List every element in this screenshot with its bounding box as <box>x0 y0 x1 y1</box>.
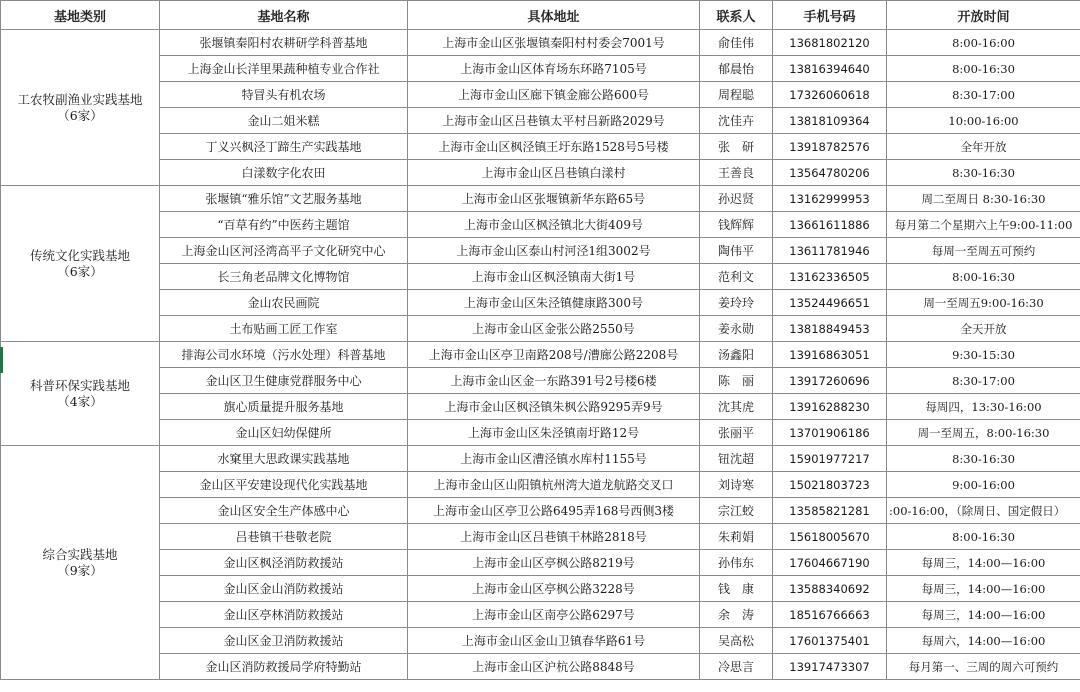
open-hours-cell[interactable]: 8:30-17:00 <box>887 368 1080 394</box>
contact-cell[interactable]: 孙迟贤 <box>700 186 773 212</box>
category-name: 综合实践基地 <box>42 546 118 562</box>
phone-cell[interactable]: 13917473307 <box>773 654 887 680</box>
header-open-hours[interactable]: 开放时间 <box>887 1 1080 30</box>
table-body <box>1 30 1080 680</box>
address-cell[interactable]: 上海市金山区南亭公路6297号 <box>408 602 700 628</box>
address-cell[interactable]: 上海市金山区金张公路2550号 <box>408 316 700 342</box>
phone-cell[interactable]: 17601375401 <box>773 628 887 654</box>
open-hours-cell[interactable]: 每月第一、三周的周六可预约 <box>887 654 1080 680</box>
contact-cell[interactable]: 姜玲玲 <box>700 290 773 316</box>
base-name-cell[interactable]: 金山区金卫消防救援站 <box>160 628 408 654</box>
contact-cell[interactable]: 陶伟平 <box>700 238 773 264</box>
phone-cell[interactable]: 17604667190 <box>773 550 887 576</box>
address-cell[interactable]: 上海市金山区朱泾镇南圩路12号 <box>408 420 700 446</box>
contact-cell[interactable]: 沈佳卉 <box>700 108 773 134</box>
open-hours-cell[interactable]: :00-16:00，（除周日、国定假日） <box>887 498 1080 524</box>
category-name: 科普环保实践基地 <box>29 377 130 393</box>
phone-cell[interactable]: 13564780206 <box>773 160 887 186</box>
open-hours-cell[interactable]: 8:30-17:00 <box>887 82 1080 108</box>
open-hours-cell[interactable]: 8:00-16:30 <box>887 56 1080 82</box>
contact-cell[interactable]: 刘诗寒 <box>700 472 773 498</box>
base-name-cell[interactable]: 特冒头有机农场 <box>160 82 408 108</box>
address-cell[interactable]: 上海市金山区吕巷镇白漾村 <box>408 160 700 186</box>
phone-cell[interactable]: 13917260696 <box>773 368 887 394</box>
table-row <box>1 550 1080 576</box>
phone-cell[interactable]: 13585821281 <box>773 498 887 524</box>
category-name: 工农牧副渔业实践基地 <box>17 91 143 107</box>
table-row <box>1 628 1080 654</box>
table-row <box>1 420 1080 446</box>
base-name-cell[interactable]: 金山二姐米糕 <box>160 108 408 134</box>
base-name-cell[interactable]: 张堰镇“雅乐馆”文艺服务基地 <box>160 186 408 212</box>
base-name-cell[interactable]: 金山区枫泾消防救援站 <box>160 550 408 576</box>
address-cell[interactable]: 上海市金山区枫泾镇北大街409号 <box>408 212 700 238</box>
phone-cell[interactable]: 13916288230 <box>773 394 887 420</box>
address-cell[interactable]: 上海市金山区吕巷镇太平村吕新路2029号 <box>408 108 700 134</box>
base-name-cell[interactable]: 排海公司水环境（污水处理）科普基地 <box>160 342 408 368</box>
contact-cell[interactable]: 王善良 <box>700 160 773 186</box>
table-header <box>1 1 1080 30</box>
category-count: （4家） <box>57 393 103 409</box>
category-count: （9家） <box>57 562 103 578</box>
open-hours-cell[interactable]: 9:00-16:00 <box>887 472 1080 498</box>
address-cell[interactable]: 上海市金山区漕泾镇水库村1155号 <box>408 446 700 472</box>
table-row <box>1 524 1080 550</box>
address-cell[interactable]: 上海市金山区枫泾镇朱枫公路9295弄9号 <box>408 394 700 420</box>
address-cell[interactable]: 上海市金山区张堰镇秦阳村村委会7001号 <box>408 30 700 56</box>
contact-cell[interactable]: 张 研 <box>700 134 773 160</box>
table-row <box>1 602 1080 628</box>
table-row <box>1 30 1080 56</box>
table-row <box>1 576 1080 602</box>
phone-cell[interactable]: 17326060618 <box>773 82 887 108</box>
table-row <box>1 186 1080 212</box>
category-cell[interactable] <box>1 186 160 342</box>
table-row <box>1 394 1080 420</box>
header-base-name[interactable]: 基地名称 <box>160 1 408 30</box>
table-row <box>1 108 1080 134</box>
base-name-cell[interactable]: 金山区平安建设现代化实践基地 <box>160 472 408 498</box>
open-hours-cell[interactable]: 8:30-16:30 <box>887 160 1080 186</box>
base-name-cell[interactable]: 旗心质量提升服务基地 <box>160 394 408 420</box>
phone-cell[interactable]: 18516766663 <box>773 602 887 628</box>
address-cell[interactable]: 上海市金山区体育场东环路7105号 <box>408 56 700 82</box>
open-hours-cell[interactable]: 周一至周五9:00-16:30 <box>887 290 1080 316</box>
contact-cell[interactable]: 吴高松 <box>700 628 773 654</box>
base-name-cell[interactable]: 张堰镇秦阳村农耕研学科普基地 <box>160 30 408 56</box>
address-cell[interactable]: 上海市金山区枫泾镇王圩东路1528号5号楼 <box>408 134 700 160</box>
table-row <box>1 316 1080 342</box>
phone-cell[interactable]: 13816394640 <box>773 56 887 82</box>
address-cell[interactable]: 上海市金山区亭枫公路8219号 <box>408 550 700 576</box>
phone-cell[interactable]: 13681802120 <box>773 30 887 56</box>
header-address[interactable]: 具体地址 <box>408 1 700 30</box>
table-row <box>1 82 1080 108</box>
open-hours-cell[interactable]: 每周一至周五可预约 <box>887 238 1080 264</box>
base-name-cell[interactable]: 金山区安全生产体感中心 <box>160 498 408 524</box>
address-cell[interactable]: 上海市金山区朱泾镇健康路300号 <box>408 290 700 316</box>
address-cell[interactable]: 上海市金山区亭卫南路208号/漕廊公路2208号 <box>408 342 700 368</box>
base-name-cell[interactable]: 金山区亭林消防救援站 <box>160 602 408 628</box>
contact-cell[interactable]: 钱辉辉 <box>700 212 773 238</box>
open-hours-cell[interactable]: 8:00-16:30 <box>887 264 1080 290</box>
table-row <box>1 56 1080 82</box>
table-row <box>1 446 1080 472</box>
header-row <box>1 1 1080 30</box>
base-name-cell[interactable]: 上海金山区河泾湾高平子文化研究中心 <box>160 238 408 264</box>
category-cell[interactable] <box>1 342 160 446</box>
category-cell[interactable] <box>1 446 160 680</box>
address-cell[interactable]: 上海市金山区亭卫公路6495弄168号西侧3楼 <box>408 498 700 524</box>
open-hours-cell[interactable]: 每周四，13:30-16:00 <box>887 394 1080 420</box>
address-cell[interactable]: 上海市金山区泰山村河泾1组3002号 <box>408 238 700 264</box>
contact-cell[interactable]: 周程聪 <box>700 82 773 108</box>
phone-cell[interactable]: 13611781946 <box>773 238 887 264</box>
address-cell[interactable]: 上海市金山区张堰镇新华东路65号 <box>408 186 700 212</box>
base-name-cell[interactable]: 金山区消防救援局学府特勤站 <box>160 654 408 680</box>
base-name-cell[interactable]: 金山区卫生健康党群服务中心 <box>160 368 408 394</box>
address-cell[interactable]: 上海市金山区山阳镇杭州湾大道龙航路交叉口 <box>408 472 700 498</box>
open-hours-cell[interactable]: 10:00-16:00 <box>887 108 1080 134</box>
contact-cell[interactable]: 范利文 <box>700 264 773 290</box>
contact-cell[interactable]: 钱 康 <box>700 576 773 602</box>
open-hours-cell[interactable]: 每周六，14:00—16:00 <box>887 628 1080 654</box>
base-name-cell[interactable]: “百草有约”中医药主题馆 <box>160 212 408 238</box>
phone-cell[interactable]: 15021803723 <box>773 472 887 498</box>
table-row <box>1 264 1080 290</box>
phone-cell[interactable]: 13918782576 <box>773 134 887 160</box>
table-row <box>1 342 1080 368</box>
table-row <box>1 654 1080 680</box>
contact-cell[interactable]: 沈其虎 <box>700 394 773 420</box>
table-row <box>1 212 1080 238</box>
open-hours-cell[interactable]: 每周三，14:00—16:00 <box>887 550 1080 576</box>
table-row <box>1 472 1080 498</box>
address-cell[interactable]: 上海市金山区廊下镇金廊公路600号 <box>408 82 700 108</box>
phone-cell[interactable]: 15618005670 <box>773 524 887 550</box>
contact-cell[interactable]: 钮沈超 <box>700 446 773 472</box>
contact-cell[interactable]: 郁晨怡 <box>700 56 773 82</box>
address-cell[interactable]: 上海市金山区沪杭公路8848号 <box>408 654 700 680</box>
table-row <box>1 238 1080 264</box>
phone-cell[interactable]: 15901977217 <box>773 446 887 472</box>
open-hours-cell[interactable]: 每周三，14:00—16:00 <box>887 576 1080 602</box>
contact-cell[interactable]: 汤鑫阳 <box>700 342 773 368</box>
contact-cell[interactable]: 宗江蛟 <box>700 498 773 524</box>
address-cell[interactable]: 上海市金山区金一东路391号2号楼6楼 <box>408 368 700 394</box>
phone-cell[interactable]: 13916863051 <box>773 342 887 368</box>
address-cell[interactable]: 上海市金山区金山卫镇春华路61号 <box>408 628 700 654</box>
phone-cell[interactable]: 13162999953 <box>773 186 887 212</box>
base-name-cell[interactable]: 土布贴画工匠工作室 <box>160 316 408 342</box>
table-row <box>1 134 1080 160</box>
open-hours-cell[interactable]: 每月第二个星期六上午9:00-11:00 <box>887 212 1080 238</box>
contact-cell[interactable]: 姜永勋 <box>700 316 773 342</box>
base-name-cell[interactable]: 水窠里大思政课实践基地 <box>160 446 408 472</box>
base-name-cell[interactable]: 丁义兴枫泾丁蹄生产实践基地 <box>160 134 408 160</box>
base-name-cell[interactable]: 长三角老品牌文化博物馆 <box>160 264 408 290</box>
header-category[interactable]: 基地类别 <box>1 1 160 30</box>
address-cell[interactable]: 上海市金山区吕巷镇干林路2818号 <box>408 524 700 550</box>
category-cell[interactable] <box>1 30 160 186</box>
open-hours-cell[interactable]: 周一至周五，8:00-16:30 <box>887 420 1080 446</box>
contact-cell[interactable]: 陈 丽 <box>700 368 773 394</box>
category-name: 传统文化实践基地 <box>29 247 130 263</box>
contact-cell[interactable]: 俞佳伟 <box>700 30 773 56</box>
phone-cell[interactable]: 13162336505 <box>773 264 887 290</box>
header-phone[interactable]: 手机号码 <box>773 1 887 30</box>
base-name-cell[interactable]: 金山区妇幼保健所 <box>160 420 408 446</box>
open-hours-cell[interactable]: 8:00-16:30 <box>887 524 1080 550</box>
phone-cell[interactable]: 13524496651 <box>773 290 887 316</box>
base-name-cell[interactable]: 吕巷镇干巷敬老院 <box>160 524 408 550</box>
phone-cell[interactable]: 13661611886 <box>773 212 887 238</box>
phone-cell[interactable]: 13588340692 <box>773 576 887 602</box>
phone-cell[interactable]: 13818849453 <box>773 316 887 342</box>
open-hours-cell[interactable]: 8:00-16:00 <box>887 30 1080 56</box>
table-row <box>1 368 1080 394</box>
open-hours-cell[interactable]: 全年开放 <box>887 134 1080 160</box>
open-hours-cell[interactable]: 每周三，14:00—16:00 <box>887 602 1080 628</box>
open-hours-cell[interactable]: 8:30-16:30 <box>887 446 1080 472</box>
open-hours-cell[interactable]: 全天开放 <box>887 316 1080 342</box>
category-count: （6家） <box>57 107 103 123</box>
address-cell[interactable]: 上海市金山区亭枫公路3228号 <box>408 576 700 602</box>
category-count: （6家） <box>57 263 103 279</box>
address-cell[interactable]: 上海市金山区枫泾镇南大街1号 <box>408 264 700 290</box>
contact-cell[interactable]: 余 涛 <box>700 602 773 628</box>
header-contact[interactable]: 联系人 <box>700 1 773 30</box>
contact-cell[interactable]: 冷思言 <box>700 654 773 680</box>
base-name-cell[interactable]: 上海金山长洋里果蔬种植专业合作社 <box>160 56 408 82</box>
open-hours-cell[interactable]: 周二至周日 8:30-16:30 <box>887 186 1080 212</box>
base-name-cell[interactable]: 金山农民画院 <box>160 290 408 316</box>
base-name-cell[interactable]: 金山区金山消防救援站 <box>160 576 408 602</box>
phone-cell[interactable]: 13818109364 <box>773 108 887 134</box>
contact-cell[interactable]: 张丽平 <box>700 420 773 446</box>
phone-cell[interactable]: 13701906186 <box>773 420 887 446</box>
open-hours-cell[interactable]: 9:30-15:30 <box>887 342 1080 368</box>
selection-marker <box>0 347 3 373</box>
base-name-cell[interactable]: 白漾数字化农田 <box>160 160 408 186</box>
table-row <box>1 498 1080 524</box>
table-row <box>1 160 1080 186</box>
contact-cell[interactable]: 孙伟东 <box>700 550 773 576</box>
table-row <box>1 290 1080 316</box>
contact-cell[interactable]: 朱莉娟 <box>700 524 773 550</box>
